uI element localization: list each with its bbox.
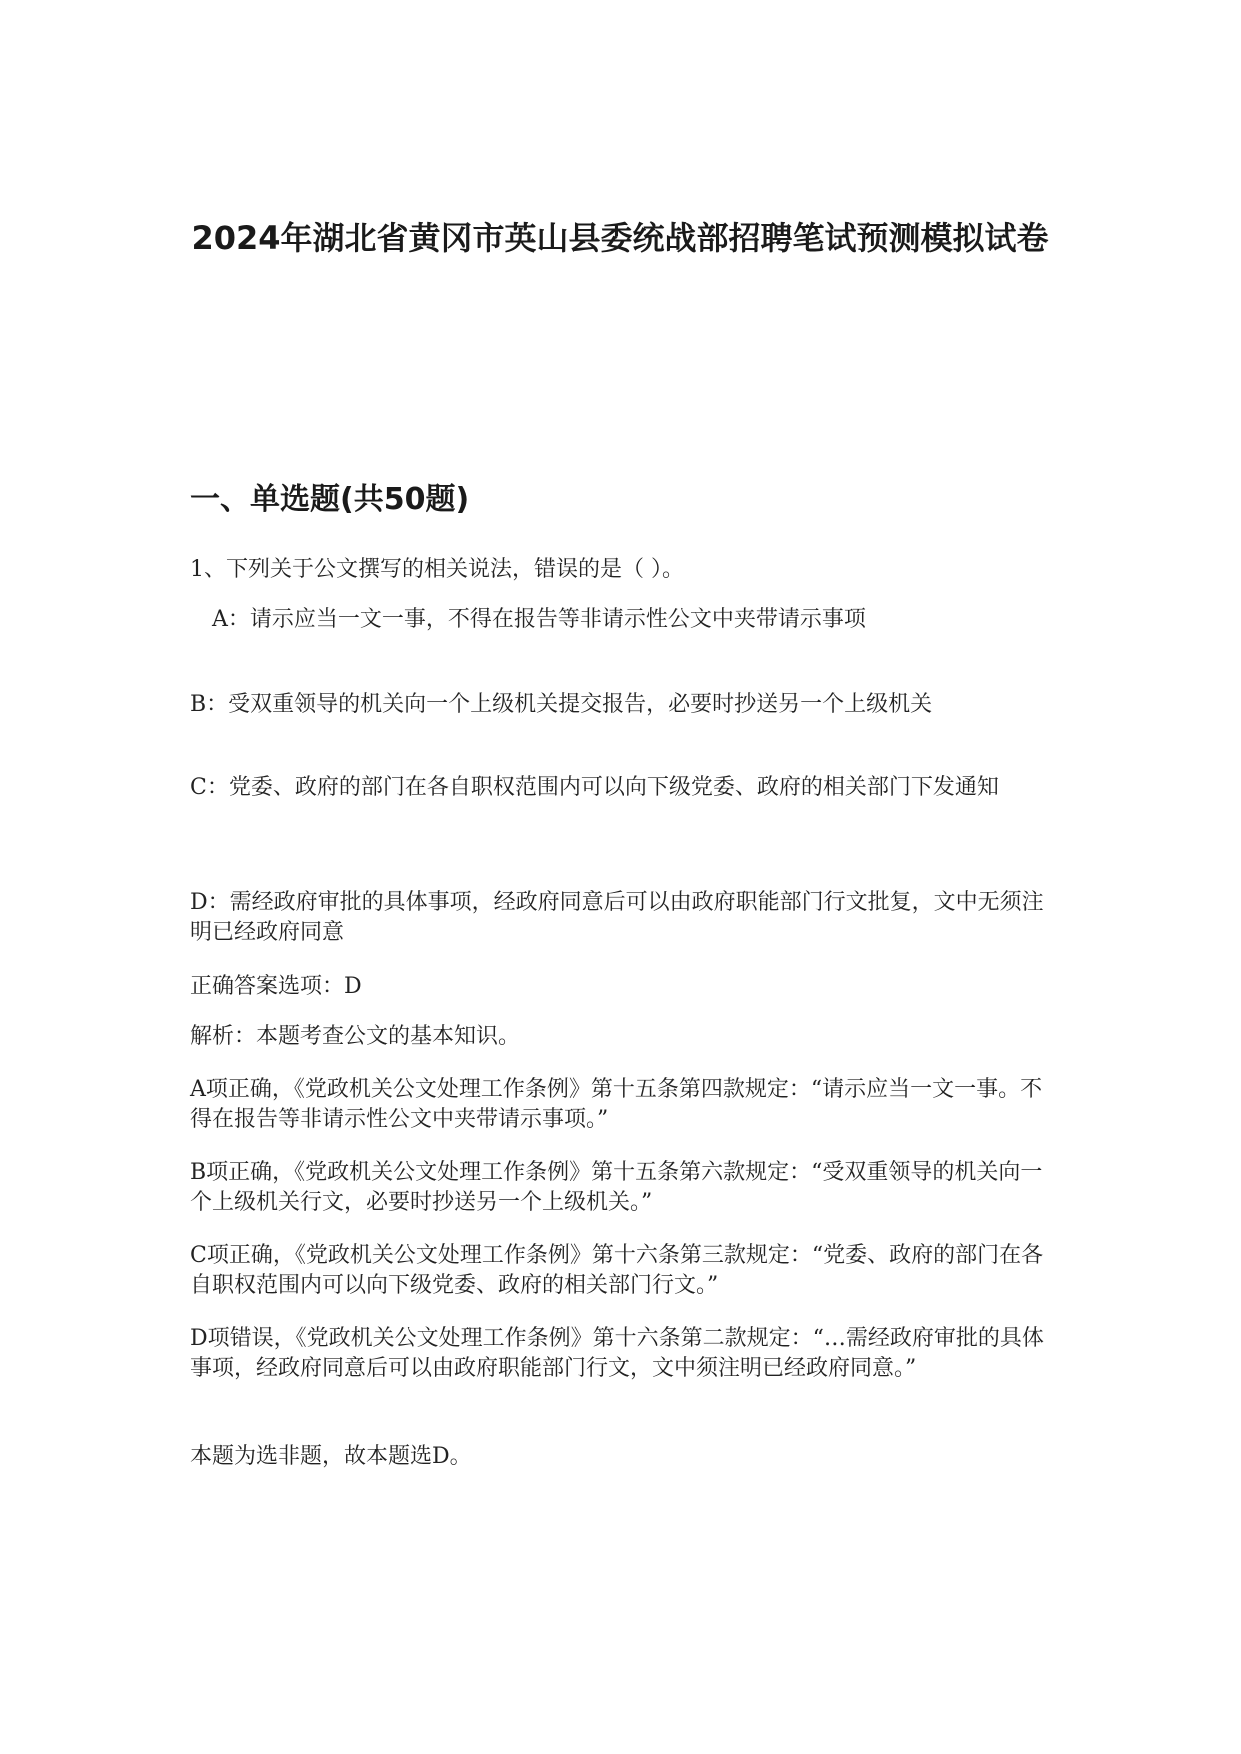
document-title: 2024年湖北省黄冈市英山县委统战部招聘笔试预测模拟试卷 (191, 219, 1049, 257)
analysis-point-d: D项错误，《党政机关公文处理工作条例》第十六条第二款规定：“…需经政府审批的具体事项，经政府同意后可以由政府职能部门行文，文中须注明已经政府同意。” (190, 1326, 1044, 1381)
analysis-intro: 解析：本题考查公文的基本知识。 (190, 1024, 521, 1049)
option-d: D：需经政府审批的具体事项，经政府同意后可以由政府职能部门行文批复，文中无须注明已经政府同意 (190, 890, 1044, 945)
analysis-conclusion: 本题为选非题，故本题选D。 (190, 1444, 472, 1469)
analysis-point-c: C项正确，《党政机关公文处理工作条例》第十六条第三款规定：“党委、政府的部门在各自职权范围内可以向下级党委、政府的相关部门行文。” (190, 1243, 1044, 1298)
option-a: A：请示应当一文一事，不得在报告等非请示性公文中夹带请示事项 (212, 607, 866, 632)
analysis-point-a: A项正确，《党政机关公文处理工作条例》第十五条第四款规定：“请示应当一文一事。不得在报告等非请示性公文中夹带请示事项。” (190, 1077, 1043, 1132)
option-c: C：党委、政府的部门在各自职权范围内可以向下级党委、政府的相关部门下发通知 (190, 775, 999, 800)
correct-answer: 正确答案选项：D (190, 974, 362, 999)
option-b: B：受双重领导的机关向一个上级机关提交报告，必要时抄送另一个上级机关 (190, 692, 933, 717)
question-stem: 1、下列关于公文撰写的相关说法，错误的是（ ）。 (190, 557, 684, 582)
section-heading: 一、单选题(共50题) (190, 482, 470, 517)
analysis-point-b: B项正确，《党政机关公文处理工作条例》第十五条第六款规定：“受双重领导的机关向一个上级机关行文，必要时抄送另一个上级机关。” (190, 1160, 1043, 1215)
